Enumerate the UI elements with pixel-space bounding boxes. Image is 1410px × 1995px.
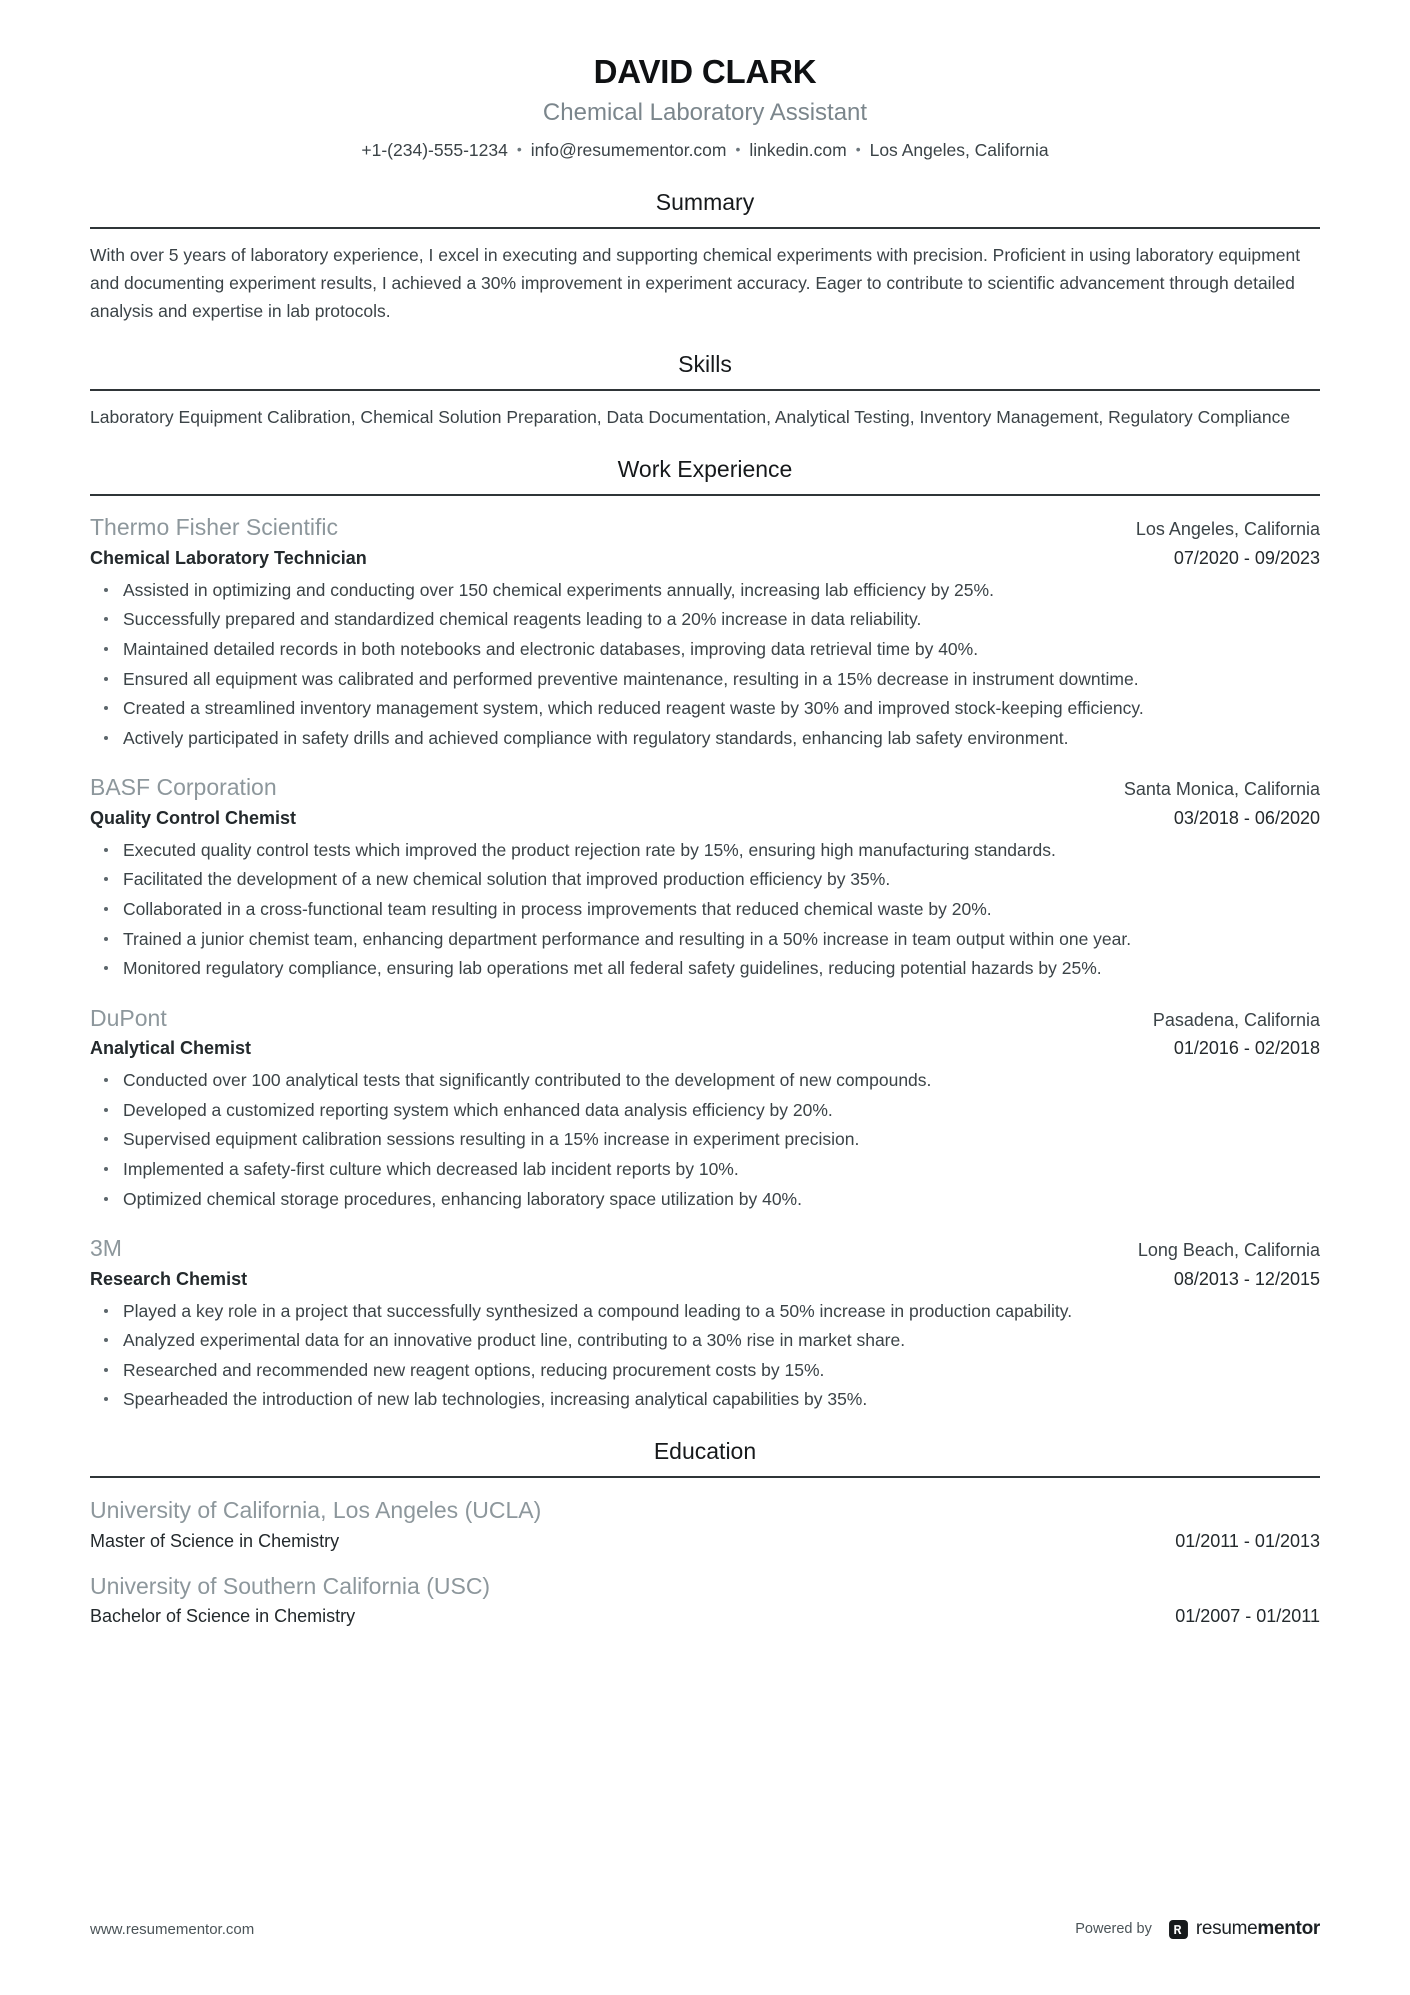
experience-bullet-list [90,1298,1320,1413]
education-degree-row [90,1603,1320,1629]
section-title-work-experience: Work Experience [617,456,793,483]
contact-email[interactable]: info@resumementor.com [530,140,727,161]
footer-branding [1075,1918,1320,1940]
education-entry [90,1494,1320,1553]
skills-text: Laboratory Equipment Calibration, Chemical Solution Preparation, Data Documentation, Analytical Testing, Inventory Management, Regulatory Compliance [90,406,1291,427]
experience-bullet: Actively participated in safety drills and achieved compliance with regulatory standards, enhancing lab safety environment. [90,725,1320,752]
experience-bullet-list [90,1067,1320,1212]
experience-bullet: Successfully prepared and standardized chemical reagents leading to a 20% increase in data reliability. [90,606,1320,633]
resumementor-wordmark [1196,1918,1320,1940]
experience-role-row [90,1035,1320,1061]
experience-bullet: Implemented a safety-first culture which decreased lab incident reports by 10%. [90,1156,1320,1183]
summary-body [90,229,1320,326]
experience-company: 3M [90,1235,122,1262]
education-degree: Master of Science in Chemistry [90,1530,340,1551]
experience-role-row [90,545,1320,571]
section-summary [90,186,1320,326]
experience-entry [90,511,1320,751]
section-skills [90,348,1320,432]
contact-location: Los Angeles, California [869,140,1049,161]
experience-bullet: Maintained detailed records in both notebooks and electronic databases, improving data retrieval time by 40%. [90,636,1320,663]
experience-bullet: Analyzed experimental data for an innovative product line, contributing to a 30% rise in market share. [90,1327,1320,1354]
experience-location: Pasadena, California [1152,1009,1320,1030]
education-degree: Bachelor of Science in Chemistry [90,1606,356,1627]
experience-role: Analytical Chemist [90,1038,252,1059]
contact-separator-icon: • [855,141,861,158]
experience-company: Thermo Fisher Scientific [90,514,338,541]
brand-word-mentor: mentor [1257,1918,1320,1939]
contact-separator-icon: • [516,141,522,158]
education-dates: 01/2007 - 01/2011 [1175,1606,1320,1627]
education-list [90,1478,1320,1629]
resume-header [90,52,1320,164]
experience-company: DuPont [90,1004,167,1031]
education-school: University of Southern California (USC) [90,1572,491,1599]
experience-entry [90,1002,1320,1212]
experience-company-row [90,771,1320,804]
experience-bullet: Supervised equipment calibration sessions resulting in a 15% increase in experiment precision. [90,1126,1320,1153]
experience-bullet: Facilitated the development of a new chemical solution that improved production efficiency by 35%. [90,866,1320,893]
section-title-education: Education [653,1438,757,1465]
experience-role: Research Chemist [90,1268,248,1289]
page-footer [90,1918,1320,1940]
resumementor-mark-icon [1168,1919,1189,1940]
brand-word-resume: resume [1195,1918,1258,1939]
experience-role-row [90,1266,1320,1292]
education-dates: 01/2011 - 01/2013 [1175,1530,1320,1551]
contact-line [90,137,1320,163]
experience-dates: 07/2020 - 09/2023 [1173,547,1320,568]
experience-bullet: Collaborated in a cross-functional team resulting in process improvements that reduced chemical waste by 20%. [90,896,1320,923]
experience-location: Los Angeles, California [1135,519,1320,540]
contact-linkedin[interactable]: linkedin.com [749,140,847,161]
experience-dates: 01/2016 - 02/2018 [1173,1038,1320,1059]
experience-bullet: Ensured all equipment was calibrated and performed preventive maintenance, resulting in a 15% decrease in instrument downtime. [90,666,1320,693]
experience-company-row [90,1232,1320,1265]
experience-bullet: Executed quality control tests which improved the product rejection rate by 15%, ensuring high manufacturing standards. [90,837,1320,864]
education-school: University of California, Los Angeles (UCLA) [90,1497,542,1524]
skills-body [90,391,1320,431]
experience-entry [90,1232,1320,1413]
section-education [90,1435,1320,1629]
experience-company-row [90,511,1320,544]
contact-phone[interactable]: +1-(234)-555-1234 [361,140,508,161]
experience-dates: 08/2013 - 12/2015 [1173,1268,1320,1289]
experience-bullet: Trained a junior chemist team, enhancing department performance and resulting in a 50% increase in team output within one year. [90,926,1320,953]
experience-list [90,496,1320,1413]
experience-entry [90,771,1320,981]
education-entry [90,1570,1320,1629]
experience-dates: 03/2018 - 06/2020 [1173,807,1320,828]
experience-bullet: Assisted in optimizing and conducting over 150 chemical experiments annually, increasing lab efficiency by 25%. [90,577,1320,604]
experience-bullet: Created a streamlined inventory management system, which reduced reagent waste by 30% and improved stock-keeping efficiency. [90,695,1320,722]
candidate-job-title: Chemical Laboratory Assistant [542,99,868,127]
experience-bullet: Monitored regulatory compliance, ensuring lab operations met all federal safety guidelines, reducing potential hazards by 25%. [90,955,1320,982]
section-work-experience [90,453,1320,1413]
resumementor-logo[interactable] [1168,1918,1320,1940]
section-title-skills: Skills [678,350,732,377]
experience-bullet: Developed a customized reporting system which enhanced data analysis efficiency by 20%. [90,1097,1320,1124]
contact-separator-icon: • [735,141,741,158]
experience-bullet: Researched and recommended new reagent options, reducing procurement costs by 15%. [90,1357,1320,1384]
experience-location: Santa Monica, California [1123,779,1320,800]
experience-bullet: Played a key role in a project that successfully synthesized a compound leading to a 50% increase in production capability. [90,1298,1320,1325]
education-degree-row [90,1528,1320,1554]
experience-bullet: Conducted over 100 analytical tests that significantly contributed to the development of new compounds. [90,1067,1320,1094]
candidate-name: DAVID CLARK [593,53,817,90]
summary-text: With over 5 years of laboratory experience, I excel in executing and supporting chemical experiments with precision. Proficient in using laboratory equipment and documenting experiment results, I achieved a 30% improvement in experiment accuracy. Eager to contribute to scientific advancement through detailed analysis and expertise in lab protocols. [90,244,1301,322]
experience-bullet: Spearheaded the introduction of new lab technologies, increasing analytical capabilities by 35%. [90,1386,1320,1413]
experience-bullet: Optimized chemical storage procedures, enhancing laboratory space utilization by 40%. [90,1186,1320,1213]
experience-role: Chemical Laboratory Technician [90,547,367,568]
footer-website-url[interactable]: www.resumementor.com [90,1920,255,1938]
experience-location: Long Beach, California [1137,1240,1320,1261]
experience-role: Quality Control Chemist [90,807,297,828]
experience-company: BASF Corporation [90,774,277,801]
powered-by-label: Powered by [1075,1921,1152,1937]
section-title-summary: Summary [655,188,755,215]
experience-company-row [90,1002,1320,1035]
experience-role-row [90,805,1320,831]
experience-bullet-list [90,837,1320,982]
experience-bullet-list [90,577,1320,752]
